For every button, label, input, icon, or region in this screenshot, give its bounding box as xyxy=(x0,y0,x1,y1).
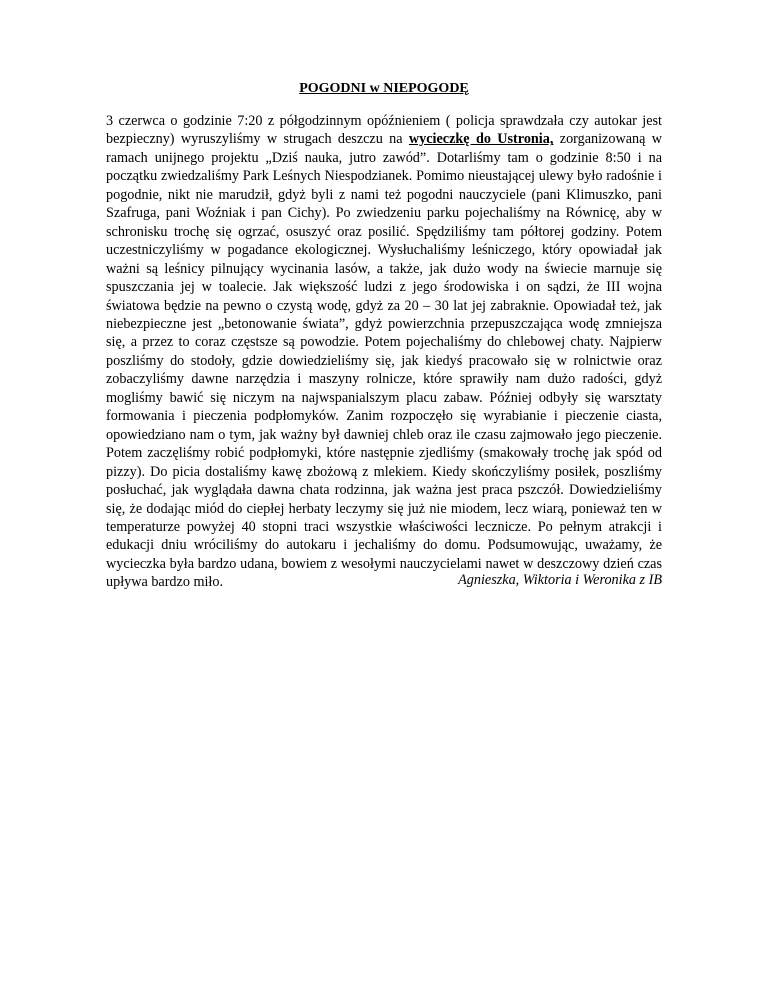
body-text-main: zorganizowaną w ramach unijnego projektu „Dziś nauka, jutro zawód”. Dotarliśmy tam o godzinie 8:50 i na początku zwiedzaliśmy Park Leśnych Niespodzianek. Pomimo nieustającej ulewy było radośnie i pogodnie, nikt nie marudził, gdyż byli z nami też pogodni nauczyciele (pani Klimuszko, pani Szafruga, pani Woźniak i pan Cichy). Po zwiedzeniu parku pojechaliśmy na Równicę, aby w schronisku trochę się ogrzać, osuszyć oraz posilić. Spędziliśmy tam półtorej godziny. Potem uczestniczyliśmy w pogadance ekologicznej. Wysłuchaliśmy leśniczego, który opowiadał jak ważni są leśnicy pilnujący wycinania lasów, a także, jak dużo wody na świecie marnuje się spuszczania jej w toalecie. Jak większość ludzi z jego środowiska i on sądzi, że III wojna światowa będzie na pewno o czystą wodę, gdyż za 20 – 30 lat jej zabraknie. Opowiadał też, jak niebezpieczne jest „betonowanie świata”, gdyż powierzchnia przepuszczająca wodę zmniejsza się, a przez to coraz częstsze są powodzie. Potem pojechaliśmy do chlebowej chaty. Najpierw poszliśmy do stodoły, gdzie dowiedzieliśmy się, jak kiedyś pracowało się w rolnictwie oraz zobaczyliśmy dawne narzędzia i maszyny rolnicze, które sprawiły nam dużo radości, gdyż mogliśmy bawić się niczym na najwspanialszym placu zabaw. Później odbyły się warsztaty formowania i pieczenia podpłomyków. Zanim rozpoczęło się wyrabianie i pieczenie ciasta, opowiedziano nam o tym, jak ważny był dawniej chleb oraz ile czasu zajmowało jego pieczenie. Potem zaczęliśmy robić podpłomyki, które następnie zjedliśmy (smakowały trochę jak spód od pizzy). Do picia dostaliśmy kawę zbożową z mlekiem. Kiedy skończyliśmy posiłek, poszliśmy posłuchać, jak wyglądała dawna chata rodzinna, jak ważna jest praca pszczół. Dowiedzieliśmy się, że dodając miód do ciepłej herbaty leczymy się już nie miodem, lecz wiarą, ponieważ ten w temperaturze powyżej 40 stopni traci wszystkie właściwości lecznicze. Po pełnym atrakcji i edukacji dniu wróciliśmy do autokaru i jechaliśmy do domu. Podsumowując, uważamy, że wycieczka była bardzo udana, bowiem z wesołymi nauczycielami nawet w deszczowy dzień czas upływa bardzo miło. xyxy=(106,131,662,591)
author-signature: Agnieszka, Wiktoria i Weronika z IB xyxy=(458,572,662,588)
body-text-intro: 3 czerwca o godzinie 7:20 z półgodzinnym opóźnieniem ( policja sprawdzała czy autokar jest bezpieczny) wyruszyliśmy w strugach deszczu na xyxy=(106,113,662,148)
article-title: POGODNI w NIEPOGODĘ xyxy=(299,81,469,96)
trip-link[interactable]: wycieczkę do Ustronia, xyxy=(408,131,554,148)
article-body xyxy=(106,112,662,592)
